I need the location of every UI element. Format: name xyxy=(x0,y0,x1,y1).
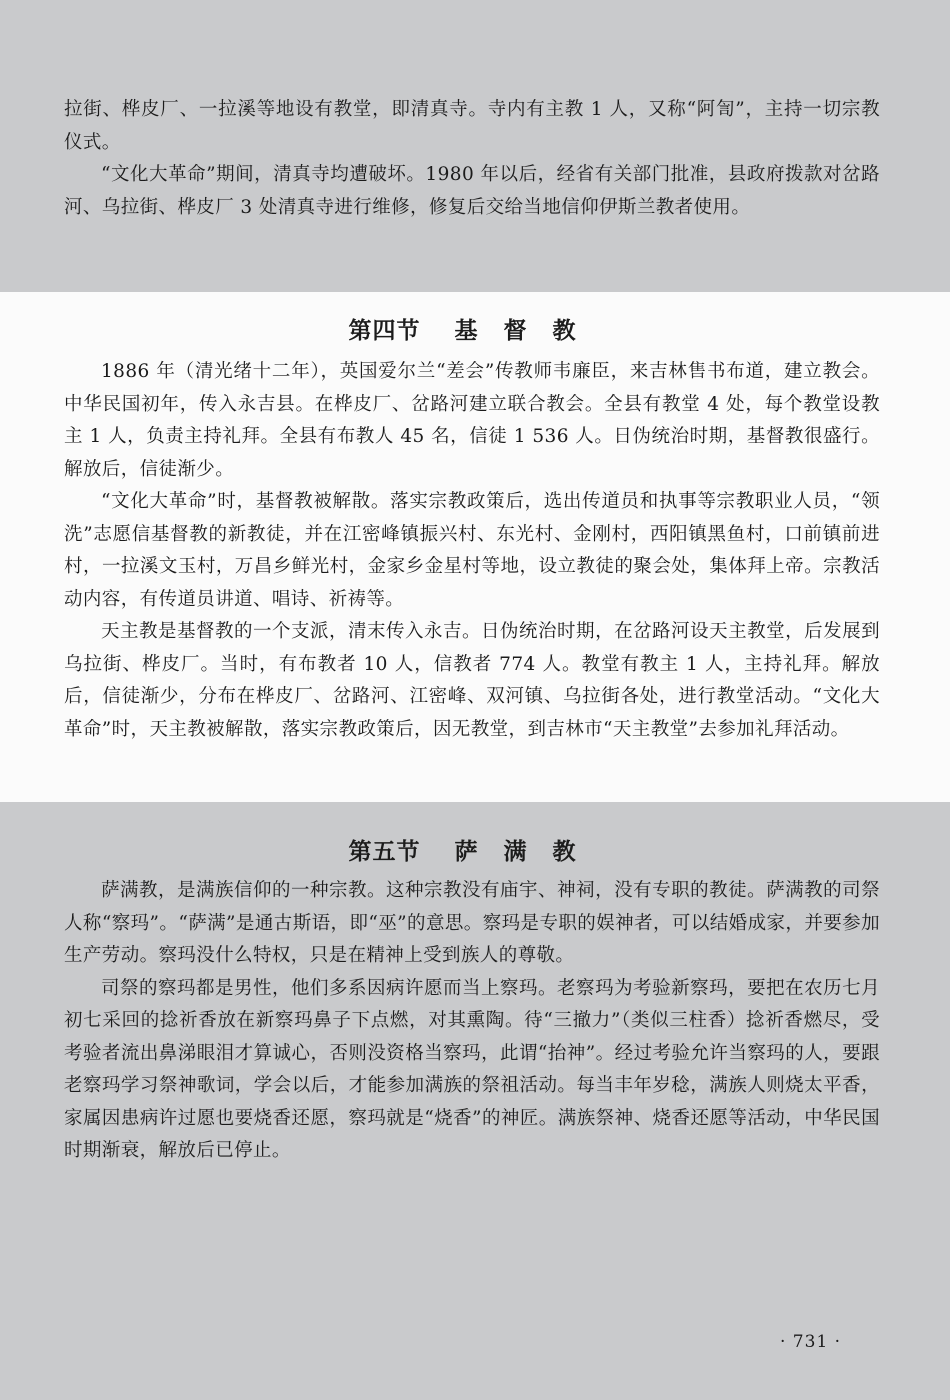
section-title: 萨满教 xyxy=(454,838,602,865)
page-number: · 731 · xyxy=(780,1332,842,1352)
paragraph: 天主教是基督教的一个支派，清末传入永吉。日伪统治时期，在岔路河设天主教堂，后发展到乌拉街、桦皮厂。当时，有布教者 10 人，信教者 774 人。教堂有教主 1 人，主持礼拜。解放后，信徒渐少，分布在桦皮厂、岔路河、江密峰、双河镇、乌拉街各处，进行教堂活动。“文化大革命”时，天主教被解散，落实宗教政策后，因无教堂，到吉林市“天主教堂”去参加礼拜活动。 xyxy=(64,621,880,740)
paragraph: “文化大革命”期间，清真寺均遭破坏。1980 年以后，经省有关部门批准，县政府拨款对岔路河、乌拉街、桦皮厂 3 处清真寺进行维修，修复后交给当地信仰伊斯兰教者使用。 xyxy=(64,164,880,218)
paragraph: 1886 年（清光绪十二年），英国爱尔兰“差会”传教师韦廉臣，来吉林售书布道，建立教会。中华民国初年，传入永吉县。在桦皮厂、岔路河建立联合教会。全县有教堂 4 处，每个教堂设教主 1 人，负责主持礼拜。全县有布教人 45 名，信徒 1 536 人。日伪统治时期，基督教很盛行。解放后，信徒渐少。 xyxy=(64,361,880,480)
paragraph: 司祭的察玛都是男性，他们多系因病许愿而当上察玛。老察玛为考验新察玛，要把在农历七月初七采回的捻祈香放在新察玛鼻子下点燃，对其熏陶。待“三撤力”（类似三柱香）捻祈香燃尽，受考验者流出鼻涕眼泪才算诚心，否则没资格当察玛，此谓“抬神”。经过考验允许当察玛的人，要跟老察玛学习祭神歌词，学会以后，才能参加满族的祭祖活动。每当丰年岁稔，满族人则烧太平香，家属因患病许过愿也要烧香还愿，察玛就是“烧香”的神匠。满族祭神、烧香还愿等活动，中华民国时期渐衰，解放后已停止。 xyxy=(64,977,880,1161)
section-four-body xyxy=(64,356,880,746)
section-four-heading xyxy=(0,312,950,345)
paragraph: “文化大革命”时，基督教被解散。落实宗教政策后，选出传道员和执事等宗教职业人员，“领洗”志愿信基督教的新教徒，并在江密峰镇振兴村、东光村、金刚村，西阳镇黑鱼村，口前镇前进村，一拉溪文玉村，万昌乡鲜光村，金家乡金星村等地，设立教徒的聚会处，集体拜上帝。宗教活动内容，有传道员讲道、唱诗、祈祷等。 xyxy=(64,491,880,610)
paragraph: 拉街、桦皮厂、一拉溪等地设有教堂，即清真寺。寺内有主教 1 人，又称“阿訇”，主持一切宗教仪式。 xyxy=(64,99,880,153)
section-five-heading xyxy=(0,833,950,866)
section-number: 第四节 xyxy=(348,317,421,344)
paragraph: 萨满教，是满族信仰的一种宗教。这种宗教没有庙宇、神祠，没有专职的教徒。萨满教的司祭人称“察玛”。“萨满”是通古斯语，即“巫”的意思。察玛是专职的娱神者，可以结婚成家，并要参加生产劳动。察玛没什么特权，只是在精神上受到族人的尊敬。 xyxy=(64,880,880,966)
section-five-body xyxy=(64,875,880,1168)
top-section xyxy=(64,94,880,224)
section-title: 基督教 xyxy=(454,317,602,344)
section-number: 第五节 xyxy=(348,838,421,865)
